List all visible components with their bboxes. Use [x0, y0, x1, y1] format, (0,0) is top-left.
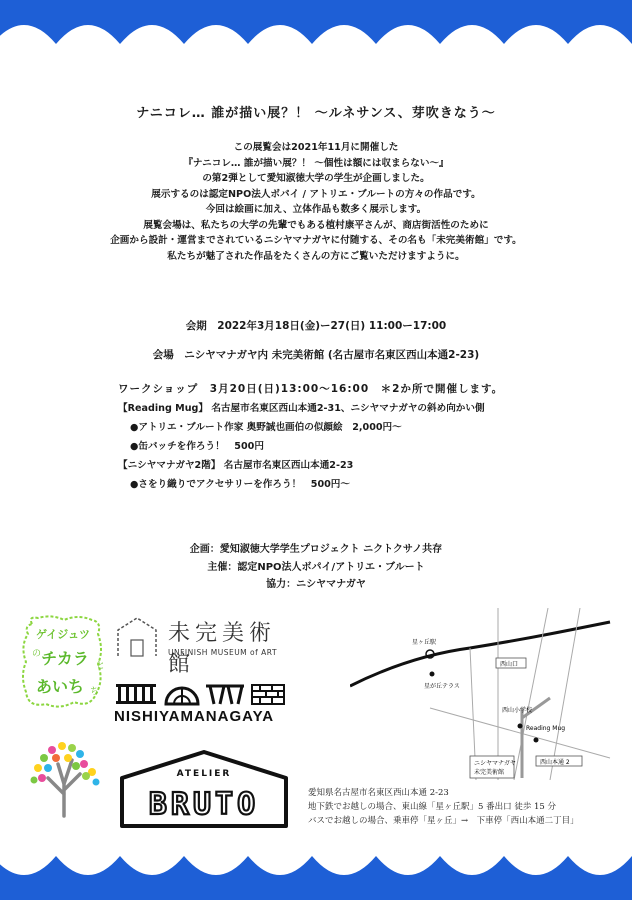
workshop-item: ●缶バッチを作ろう！ 500円	[130, 441, 264, 452]
address-line: 愛知県名古屋市名東区西山本通 2-23	[308, 788, 449, 798]
workshop-item: ●さをり織りでアクセサリーを作ろう！ 500円〜	[130, 479, 350, 490]
bottom-wave-border	[0, 840, 632, 900]
map-label-terrace: 星が丘テラス	[424, 683, 460, 690]
map-label-reading-mug: Reading Mug	[526, 725, 566, 732]
intro-line: 展示するのは認定NPO法人ボパイ / アトリエ・ブルートの方々の作品です。	[151, 188, 481, 200]
exhibition-venue: 会場 ニシヤマナガヤ内 未完美術館 (名古屋市名東区西山本通2-23)	[152, 349, 480, 361]
credits	[0, 541, 632, 594]
geijutsu-chi-text: ち	[90, 687, 100, 697]
address-line: 地下鉄でお越しの場合、東山線「星ヶ丘駅」5 番出口 徒歩 15 分	[308, 802, 557, 812]
intro-line: 企画から設計・運営までされているニシヤマナガヤに付随する、その名も「未完美術館」です。	[110, 235, 522, 246]
workshop-item: ●アトリエ・ブルート作家 奥野誠也画伯の似顔絵 2,000円〜	[130, 422, 402, 433]
unfinish-museum-title: 未完美術館	[168, 621, 277, 677]
planning-credit: 企画：愛知淑徳大学学生プロジェクト ニクトクサノ共存	[189, 544, 443, 555]
nagaya-marker-icon	[534, 738, 539, 743]
tree-logo	[22, 738, 106, 818]
workshop-location-2: 【ニシヤマナガヤ2階】 名古屋市名東区西山本通2-23	[118, 460, 354, 471]
workshop-location-1: 【Reading Mug】 名古屋市名東区西山本通2-31、ニシヤマナガヤの斜め向かい側	[118, 403, 485, 414]
unfinish-museum-logo	[114, 614, 284, 677]
geijutsu-text: ゲイジュツ	[35, 628, 91, 641]
map-label-nagaya: ニシヤマナガヤ	[474, 760, 516, 767]
top-wave-border	[0, 0, 632, 60]
access-map	[350, 608, 622, 780]
intro-text	[0, 140, 632, 264]
exhibition-dates: 会期 2022年3月18日(金)ー27(日) 11:00ー17:00	[185, 320, 447, 332]
page-title: ナニコレ… 誰が描い展？！ 〜ルネサンス、芽吹きなう〜	[136, 106, 496, 121]
geijutsu-no-text: の	[32, 649, 42, 659]
bruto-text: BRUTO	[148, 787, 260, 822]
unfinish-museum-subtitle: UNFINISH MUSEUM of ART	[168, 648, 278, 657]
map-label-station: 星ヶ丘駅	[412, 639, 437, 646]
atelier-bruto-logo	[118, 748, 290, 830]
access-address	[308, 786, 579, 828]
nagaya-building-icon	[114, 682, 286, 706]
geijutsu-to-text: と	[96, 661, 106, 671]
map-label-museum: 未完美術館	[474, 769, 505, 776]
intro-line: この展覧会は2021年11月に開催した	[233, 142, 399, 153]
workshop-heading: ワークショップ 3月20日(日)13:00〜16:00 ＊2か所で開催します。	[118, 383, 504, 395]
atelier-text: ATELIER	[176, 769, 232, 779]
cooperation-credit: 協力：ニシヤマナガヤ	[266, 579, 366, 590]
map-label-school: 西山小学校	[502, 707, 533, 714]
map-label-nishiyama1: 西山口	[500, 661, 519, 668]
intro-line: 今回は絵画に加え、立体作品も数多く展示します。	[205, 204, 427, 215]
workshop-section	[118, 380, 503, 494]
address-line: バスでお越しの場合、乗車停「星ヶ丘」→ 下車停「西山本通二丁目」	[308, 816, 579, 826]
reading-mug-marker-icon	[518, 724, 523, 729]
map-label-nishiyama2: 西山本通 2	[540, 759, 570, 766]
intro-line: 展覧会場は、私たちの大学の先輩でもある植村康平さんが、商店街活性のために	[143, 219, 489, 231]
nishiyamanagaya-text: NISHIYAMANAGAYA	[114, 708, 275, 725]
aichi-text: あいち	[35, 677, 85, 696]
intro-line: 『ナニコレ… 誰が描い展？！ 〜個性は額には収まらない〜』	[183, 157, 449, 169]
terrace-marker-icon	[430, 672, 435, 677]
geijutsu-no-chikara-logo	[18, 612, 108, 712]
organizer-credit: 主催：認定NPO法人ボパイ/アトリエ・ブルート	[207, 561, 425, 573]
museum-house-icon	[114, 614, 160, 660]
nishiyamanagaya-logo	[114, 682, 294, 726]
intro-line: の第2弾として愛知淑徳大学の学生が企画しました。	[202, 173, 430, 184]
chikara-text: チカラ	[41, 649, 89, 668]
intro-line: 私たちが魅了された作品をたくさんの方にご覧いただけますように。	[167, 250, 465, 262]
